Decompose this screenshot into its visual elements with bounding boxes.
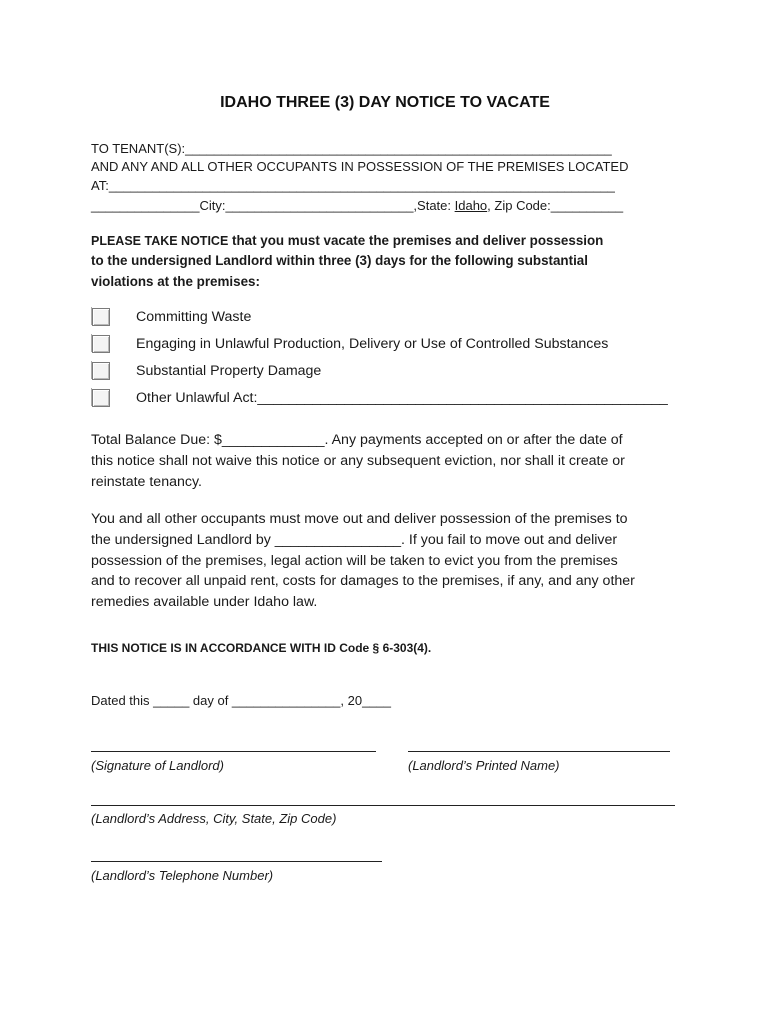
signature-label: (Signature of Landlord) <box>91 758 224 773</box>
signature-line <box>91 751 376 752</box>
violation-label: Committing Waste <box>136 309 252 325</box>
address-signature-line <box>91 805 675 806</box>
accordance-statement: THIS NOTICE IS IN ACCORDANCE WITH ID Code § 6-303(4). <box>91 641 432 655</box>
violation-label: Engaging in Unlawful Production, Delivery or Use of Controlled Substances <box>136 336 609 352</box>
checkbox-controlled-substances[interactable] <box>92 335 110 353</box>
balance-line-2: this notice shall not waive this notice or any subsequent eviction, nor shall it create or <box>91 453 625 469</box>
move-out-line-2: the undersigned Landlord by ________________. If you fail to move out and deliver <box>91 532 618 548</box>
checkbox-other-unlawful-act[interactable] <box>92 389 110 407</box>
violation-label: Other Unlawful Act:____________________________________________________ <box>136 390 668 406</box>
notice-line-3: violations at the premises: <box>91 274 260 289</box>
address-prefix: _______________City:__________________________,State: <box>91 198 455 213</box>
telephone-label: (Landlord’s Telephone Number) <box>91 868 274 883</box>
address-label: (Landlord’s Address, City, State, Zip Code) <box>91 811 337 826</box>
move-out-line-3: possession of the premises, legal action will be taken to evict you from the premises <box>91 553 618 569</box>
checkbox-committing-waste[interactable] <box>92 308 110 326</box>
notice-line-2: to the undersigned Landlord within three (3) days for the following substantial <box>91 253 588 268</box>
notice-line-1 <box>91 231 603 251</box>
premises-at-line: AT:______________________________________________________________________ <box>91 178 615 193</box>
address-suffix: , Zip Code:__________ <box>487 198 624 213</box>
notice-lead: PLEASE TAKE NOTICE <box>91 234 229 248</box>
telephone-line <box>91 861 382 862</box>
to-tenant-line: TO TENANT(S):___________________________________________________________ <box>91 141 612 156</box>
balance-line-1: Total Balance Due: $_____________. Any payments accepted on or after the date of <box>91 432 623 448</box>
state-value: Idaho <box>454 198 488 213</box>
occupants-line: AND ANY AND ALL OTHER OCCUPANTS IN POSSESSION OF THE PREMISES LOCATED <box>91 159 629 174</box>
checkbox-property-damage[interactable] <box>92 362 110 380</box>
address-line <box>91 197 623 215</box>
balance-line-3: reinstate tenancy. <box>91 474 202 490</box>
notice-line-1-rest: that you must vacate the premises and deliver possession <box>228 233 604 248</box>
document-title: IDAHO THREE (3) DAY NOTICE TO VACATE <box>220 94 550 111</box>
move-out-line-1: You and all other occupants must move out and deliver possession of the premises to <box>91 511 628 527</box>
violation-label: Substantial Property Damage <box>136 363 322 379</box>
dated-line: Dated this _____ day of _______________, 20____ <box>91 693 391 708</box>
move-out-line-4: and to recover all unpaid rent, costs for damages to the premises, if any, and any other <box>91 573 635 589</box>
move-out-line-5: remedies available under Idaho law. <box>91 594 318 610</box>
printed-name-line <box>408 751 670 752</box>
printed-name-label: (Landlord’s Printed Name) <box>408 758 560 773</box>
